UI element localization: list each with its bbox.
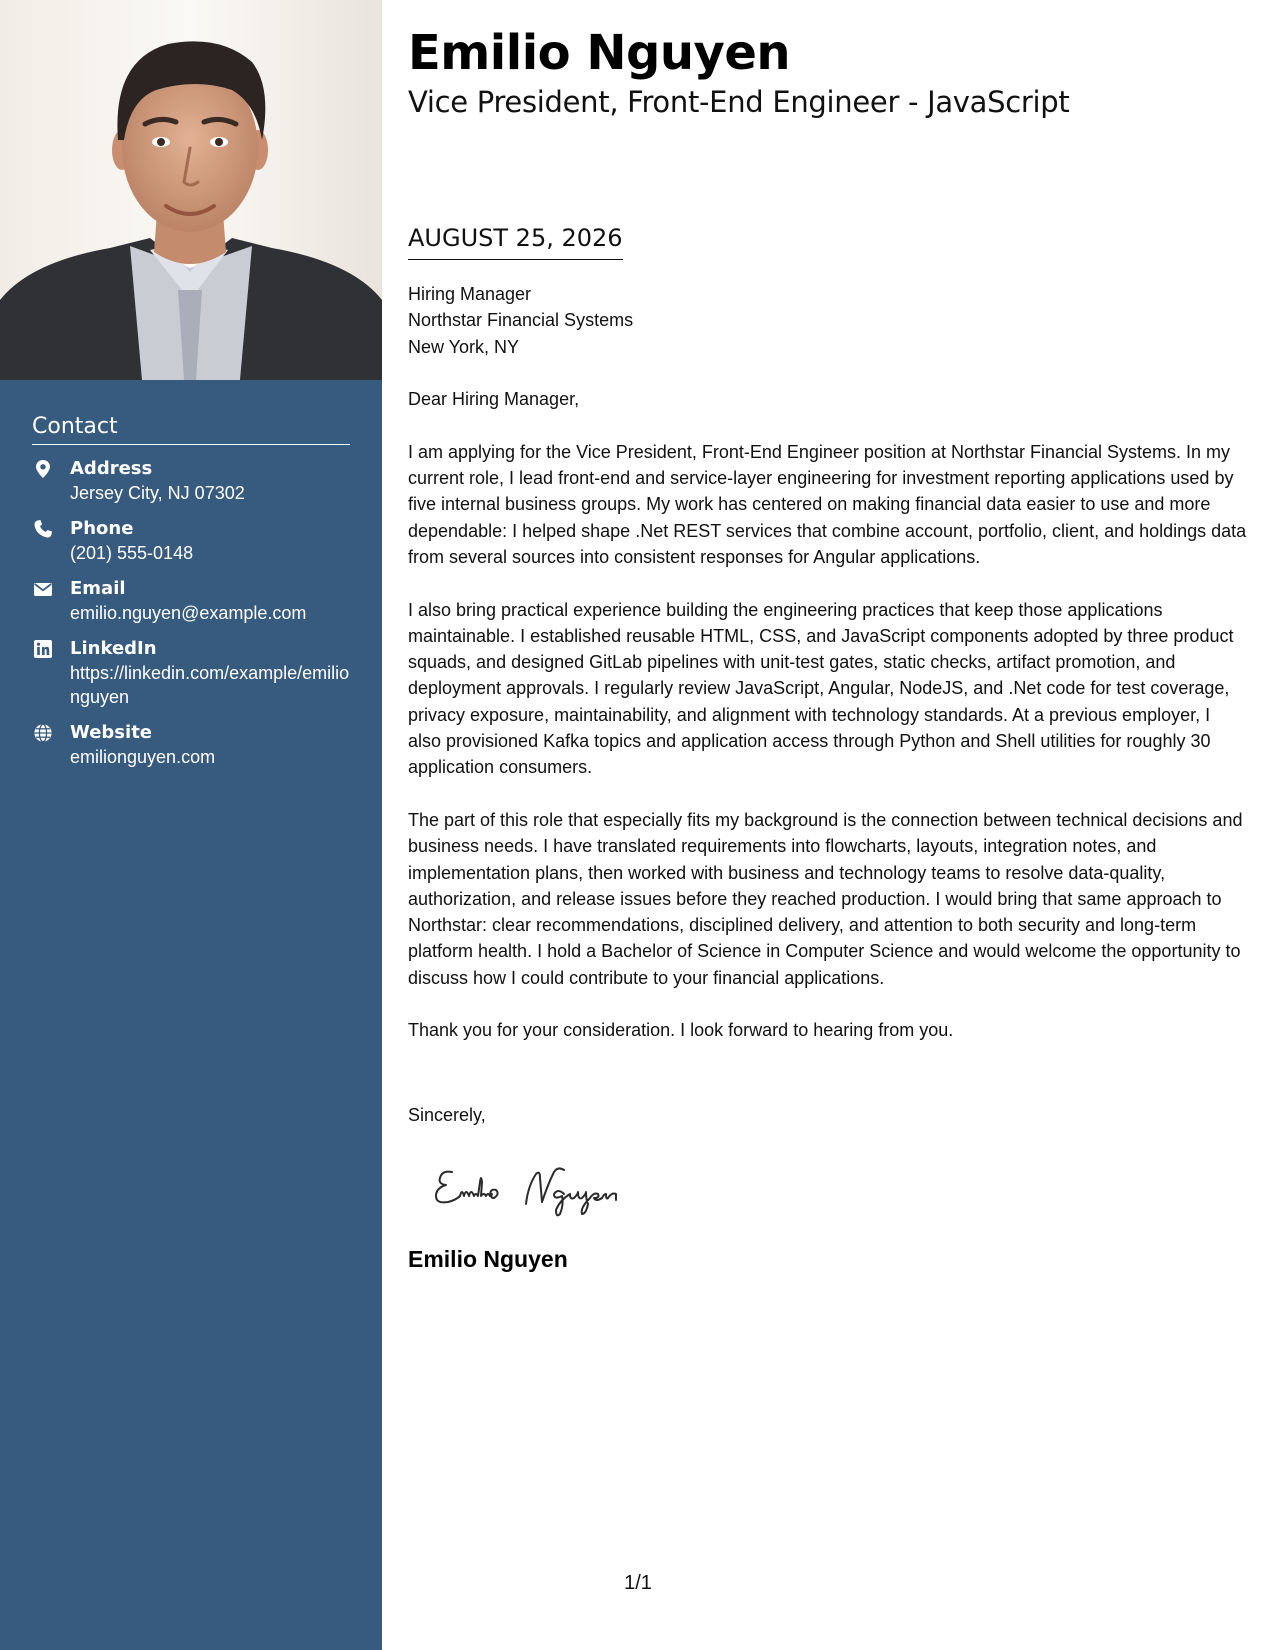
map-pin-icon bbox=[33, 459, 53, 479]
body-paragraph: I also bring practical experience building the engineering practices that keep those applications maintainable. I established reusable HTML, CSS, and JavaScript components adopted by three product squads, and designed GitLab pipelines with unit-test gates, static checks, artifact promotion, and deployment approvals. I regularly review JavaScript, Angular, NodeJS, and .Net code for test coverage, privacy exposure, maintainability, and alignment with technology standards. At a previous employer, I also provisioned Kafka topics and application access through Python and Shell utilities for roughly 30 application consumers. bbox=[408, 599, 1234, 778]
signoff-name: Emilio Nguyen bbox=[408, 1246, 568, 1272]
recipient-line: Hiring Manager bbox=[408, 284, 532, 304]
phone-value[interactable]: (201) 555-0148 bbox=[70, 543, 194, 563]
profile-photo bbox=[0, 0, 382, 380]
job-title: Vice President, Front-End Engineer - JavaScript bbox=[408, 85, 1070, 119]
contact-label: LinkedIn bbox=[70, 638, 157, 659]
contact-label: Phone bbox=[70, 518, 134, 539]
phone-icon bbox=[33, 519, 53, 539]
linkedin-icon bbox=[33, 639, 53, 659]
closing: Sincerely, bbox=[408, 1105, 486, 1125]
email-value[interactable]: emilio.nguyen@example.com bbox=[70, 603, 307, 623]
letter-date: AUGUST 25, 2026 bbox=[408, 222, 623, 260]
email-icon bbox=[33, 579, 53, 599]
contact-label: Email bbox=[70, 578, 126, 599]
letter-body bbox=[408, 281, 1248, 1044]
website-link[interactable]: emilionguyen.com bbox=[70, 747, 216, 767]
contact-email bbox=[32, 577, 350, 625]
contact-linkedin bbox=[32, 637, 350, 709]
recipient-line: New York, NY bbox=[408, 336, 520, 357]
globe-icon bbox=[33, 723, 53, 743]
salutation: Dear Hiring Manager, bbox=[408, 389, 580, 410]
address-value: Jersey City, NJ 07302 bbox=[70, 483, 245, 503]
body-paragraph: I am applying for the Vice President, Front-End Engineer position at Northstar Financial Systems. In my current role, I lead front-end and service-layer engineering for investment reporting applications used by five internal business groups. My work has centered on making financial data easier to use and more dependable: I helped shape .Net REST services that combine account, portfolio, client, and holdings data from several sources into consistent responses for Angular applications. bbox=[408, 441, 1247, 567]
contact-label: Address bbox=[70, 458, 153, 479]
recipient-line: Northstar Financial Systems bbox=[408, 310, 634, 331]
contact-heading: Contact bbox=[32, 412, 350, 445]
body-paragraph: The part of this role that especially fits my background is the connection between technical decisions and business needs. I have translated requirements into flowcharts, layouts, integration notes, and implementation plans, then worked with business and technology teams to resolve data-quality, authorization, and release issues before they reached production. I would bring that same approach to Northstar: clear recommendations, disciplined delivery, and attention to both security and long-term platform health. I hold a Bachelor of Science in Computer Science and would welcome the opportunity to discuss how I could contribute to your financial applications. bbox=[408, 809, 1243, 988]
page-number: 1/1 bbox=[624, 1572, 652, 1594]
contact-phone bbox=[32, 517, 350, 565]
sidebar bbox=[0, 0, 382, 1650]
contact-label: Website bbox=[70, 722, 153, 743]
applicant-name: Emilio Nguyen bbox=[408, 25, 791, 81]
contact-website bbox=[32, 721, 350, 769]
body-paragraph: Thank you for your consideration. I look forward to hearing from you. bbox=[408, 1020, 954, 1041]
handwritten-signature bbox=[424, 1152, 664, 1222]
contact-address bbox=[32, 457, 350, 505]
recipient-block bbox=[408, 281, 1248, 360]
linkedin-link[interactable]: https://linkedin.com/example/emilionguyen bbox=[70, 663, 350, 707]
contact-section bbox=[32, 412, 350, 781]
